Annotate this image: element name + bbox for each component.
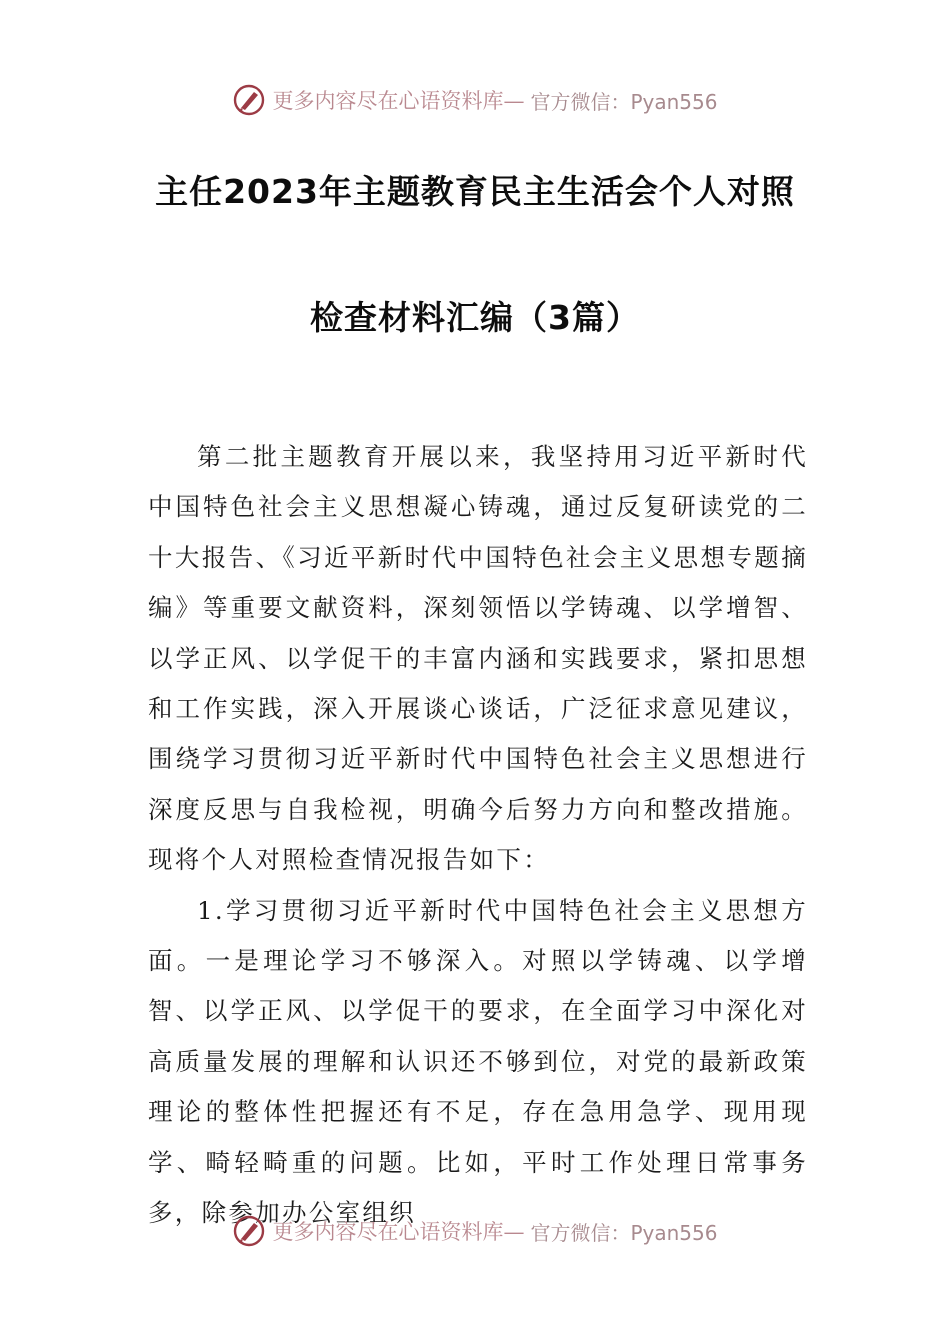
paragraph-item-1: 1.学习贯彻习近平新时代中国特色社会主义思想方面。一是理论学习不够深入。对照以学铸魂、以学增智、以学正风、以学促干的要求，在全面学习中深化对高质量发展的理解和认识还不够到位，对党的最新政策理论的整体性把握还有不足，存在急用急学、现用现学、畸轻畸重的问题。比如，平时工作处理日常事务多，除参加办公室组织: [148, 895, 808, 1228]
watermark-text: 更多内容尽在心语资料库—: [272, 1220, 525, 1244]
document-title-line1: 主任2023年主题教育民主生活会个人对照: [155, 172, 795, 211]
watermark-official-account: 官方微信：Pyan556: [530, 1220, 718, 1245]
pen-logo-icon: [232, 1214, 266, 1248]
watermark-official-account: 官方微信：Pyan556: [530, 89, 718, 114]
pen-logo-icon: [232, 83, 266, 117]
watermark-banner-bottom: [0, 1211, 950, 1251]
document-title-line2: 检查材料汇编（3篇）: [310, 298, 640, 337]
watermark-banner-top: [0, 80, 950, 120]
watermark-text: 更多内容尽在心语资料库—: [272, 89, 525, 113]
paragraph-intro: 第二批主题教育开展以来，我坚持用习近平新时代中国特色社会主义思想凝心铸魂，通过反复研读党的二十大报告、《习近平新时代中国特色社会主义思想专题摘编》等重要文献资料，深刻领悟以学铸魂、以学增智、以学正风、以学促干的丰富内涵和实践要求，紧扣思想和工作实践，深入开展谈心谈话，广泛征求意见建议，围绕学习贯彻习近平新时代中国特色社会主义思想进行深度反思与自我检视，明确今后努力方向和整改措施。现将个人对照检查情况报告如下：: [148, 442, 808, 875]
document-body: [148, 432, 808, 1239]
